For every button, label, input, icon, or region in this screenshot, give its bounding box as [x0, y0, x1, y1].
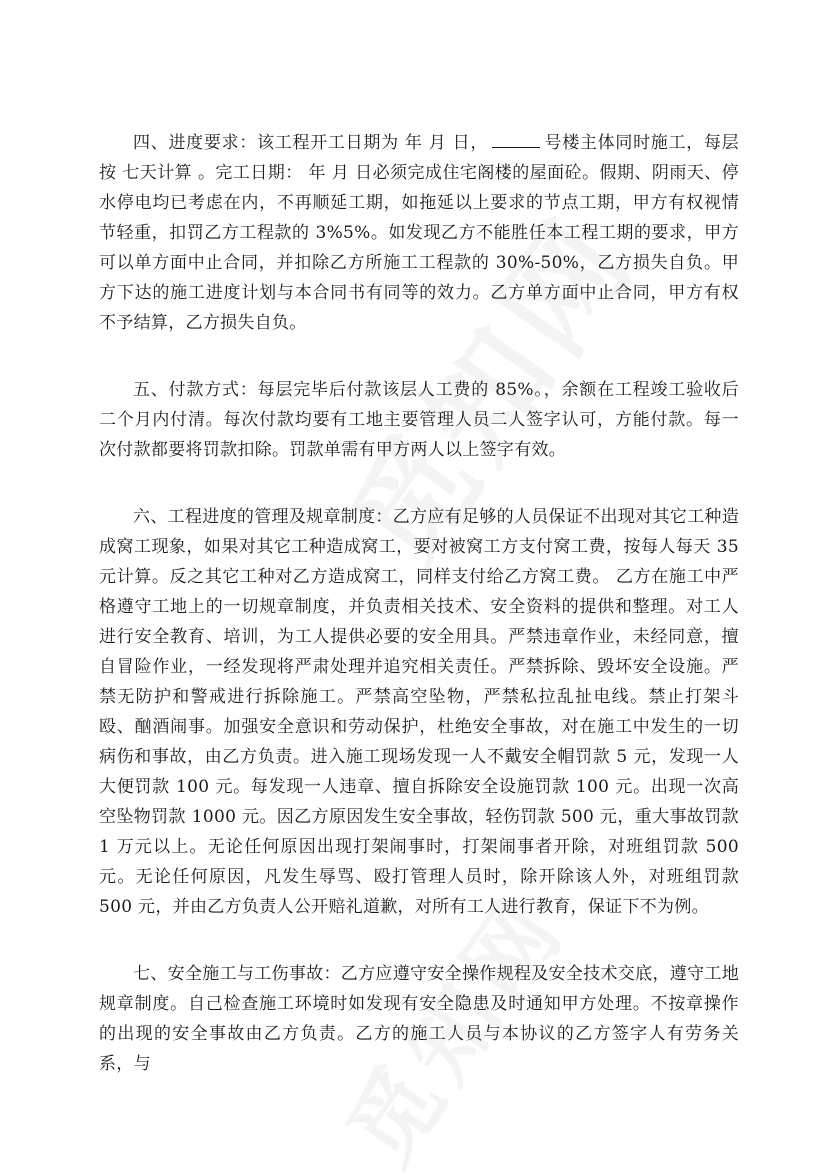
section-4-text-part2: 号楼主体同时施工，每层按 七天计算 。完工日期： 年 月 日必须完成住宅阁楼的屋面砼。假期、阴雨天、停水停电均已考虑在内，不再顺延工期，如拖延以上要求的节点工期，甲方有权视情节轻重，扣罚乙方工程款的 3%5%。如发现乙方不能胜任本工程工期的要求，甲方可以单方面中止合同，并扣除乙方所施工工程款的 30%-50%，乙方损失自负。甲方下达的施工进度计划与本合同书有同等的效力。乙方单方面中止合同，甲方有权不予结算，乙方损失自负。	[99, 133, 739, 333]
section-5-payment-method: 五、付款方式：每层完毕后付款该层人工费的 85%。，余额在工程竣工验收后二个月内付清。每次付款均要有工地主要管理人员二人签字认可，方能付款。每一次付款都要将罚款扣除。罚款单需有甲方两人以上签字有效。	[99, 380, 739, 460]
section-4-text-part1: 四、进度要求：该工程开工日期为 年 月 日，	[133, 133, 489, 153]
section-7-safety-and-injury: 七、安全施工与工伤事故：乙方应遵守安全操作规程及安全技术交底，遵守工地规章制度。自己检查施工环境时如发现有安全隐患及时通知甲方处理。不按章操作的出现的安全事故由乙方负责。乙方的施工人员与本协议的乙方签字人有劳务关系，与	[99, 964, 739, 1074]
section-6-progress-management-rules: 六、工程进度的管理及规章制度：乙方应有足够的人员保证不出现对其它工种造成窝工现象，如果对其它工种造成窝工，要对被窝工方支付窝工费，按每人每天 35 元计算。反之其它工种对乙方造成窝工，同样支付给乙方窝工费。 乙方在施工中严格遵守工地上的一切规章制度，并负责相关技术、安全资料的提供和整理。对工人进行安全教育、培训，为工人提供必要的安全用具。严禁违章作业，未经同意，擅自冒险作业，一经发现将严肃处理并追究相关责任。严禁拆除、毁坏安全设施。严禁无防护和警戒进行拆除施工。严禁高空坠物，严禁私拉乱扯电线。禁止打架斗殴、酗酒闹事。加强安全意识和劳动保护，杜绝安全事故，对在施工中发生的一切病伤和事故，由乙方负责。进入施工现场发现一人不戴安全帽罚款 5 元，发现一人大便罚款 100 元。每发现一人违章、擅自拆除安全设施罚款 100 元。出现一次高空坠物罚款 1000 元。因乙方原因发生安全事故，轻伤罚款 500 元，重大事故罚款 1 万元以上。无论任何原因出现打架闹事时，打架闹事者开除，对班组罚款 500 元。无论任何原因，凡发生辱骂、殴打管理人员时，除开除该人外，对班组罚款 500 元，并由乙方负责人公开赔礼道歉，对所有工人进行教育，保证下不为例。	[99, 507, 739, 917]
section-4-progress-requirements	[99, 128, 739, 338]
building-number-blank	[492, 133, 540, 148]
document-body	[99, 128, 739, 1116]
